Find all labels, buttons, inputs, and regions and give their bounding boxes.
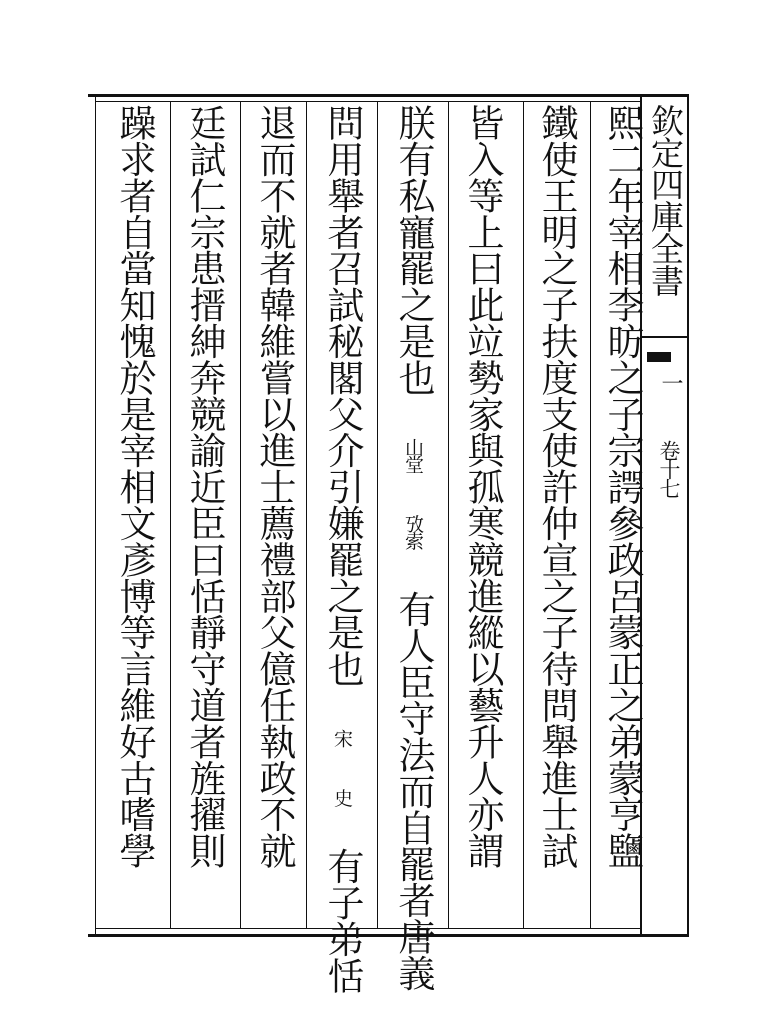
column-divider: [240, 101, 241, 928]
right-border-outer: [687, 94, 689, 937]
column-divider: [377, 101, 378, 928]
text-column-4: [383, 104, 443, 991]
column-divider: [448, 101, 449, 928]
column-4-main-text: 朕有私寵罷之是也: [392, 104, 435, 396]
text-column-1: 熙二年宰相李昉之子宗諤參政呂蒙正之弟蒙亨鹽: [601, 104, 644, 869]
column-5-main-text: 問用舉者召試秘閣父介引嫌罷之是也: [321, 104, 364, 687]
volume-label: 卷十七: [657, 440, 681, 497]
top-border-inner: [95, 101, 640, 102]
text-column-3: 皆入等上曰此竝勢家與孤寒競進縱以藝升人亦謂: [461, 104, 504, 869]
note-line-right: 山堂: [402, 437, 424, 472]
interlinear-note: [383, 438, 443, 548]
top-border: [88, 94, 688, 97]
text-column-2: 鐵使王明之子扶度支使許仲宣之子待問舉進士試: [535, 104, 578, 869]
left-border: [95, 94, 96, 937]
column-divider: [170, 101, 171, 928]
section-mark: 一: [658, 372, 683, 394]
column-5-main-text-cont: 有子弟恬: [321, 847, 364, 994]
text-column-7: 廷試仁宗患搢紳奔競諭近臣曰恬靜守道者旌擢則: [183, 104, 226, 869]
text-column-6: 退而不就者韓維嘗以進士薦禮部父億任執政不就: [253, 104, 296, 869]
column-divider: [590, 101, 591, 928]
column-divider: [306, 101, 307, 928]
book-title: 欽定四庫全書: [646, 104, 685, 296]
note-line-right: 宋: [331, 728, 353, 746]
column-4-main-text-cont: 有人臣守法而自罷者唐義: [392, 590, 435, 991]
interlinear-note: [312, 729, 372, 805]
note-line-left: 攷索: [402, 514, 424, 549]
note-line-left: 史: [331, 788, 353, 806]
text-column-8: 躁求者自當知愧於是宰相文彥博等言維好古嗜學: [113, 104, 156, 869]
column-divider: [523, 101, 524, 928]
text-column-5: [312, 104, 372, 993]
